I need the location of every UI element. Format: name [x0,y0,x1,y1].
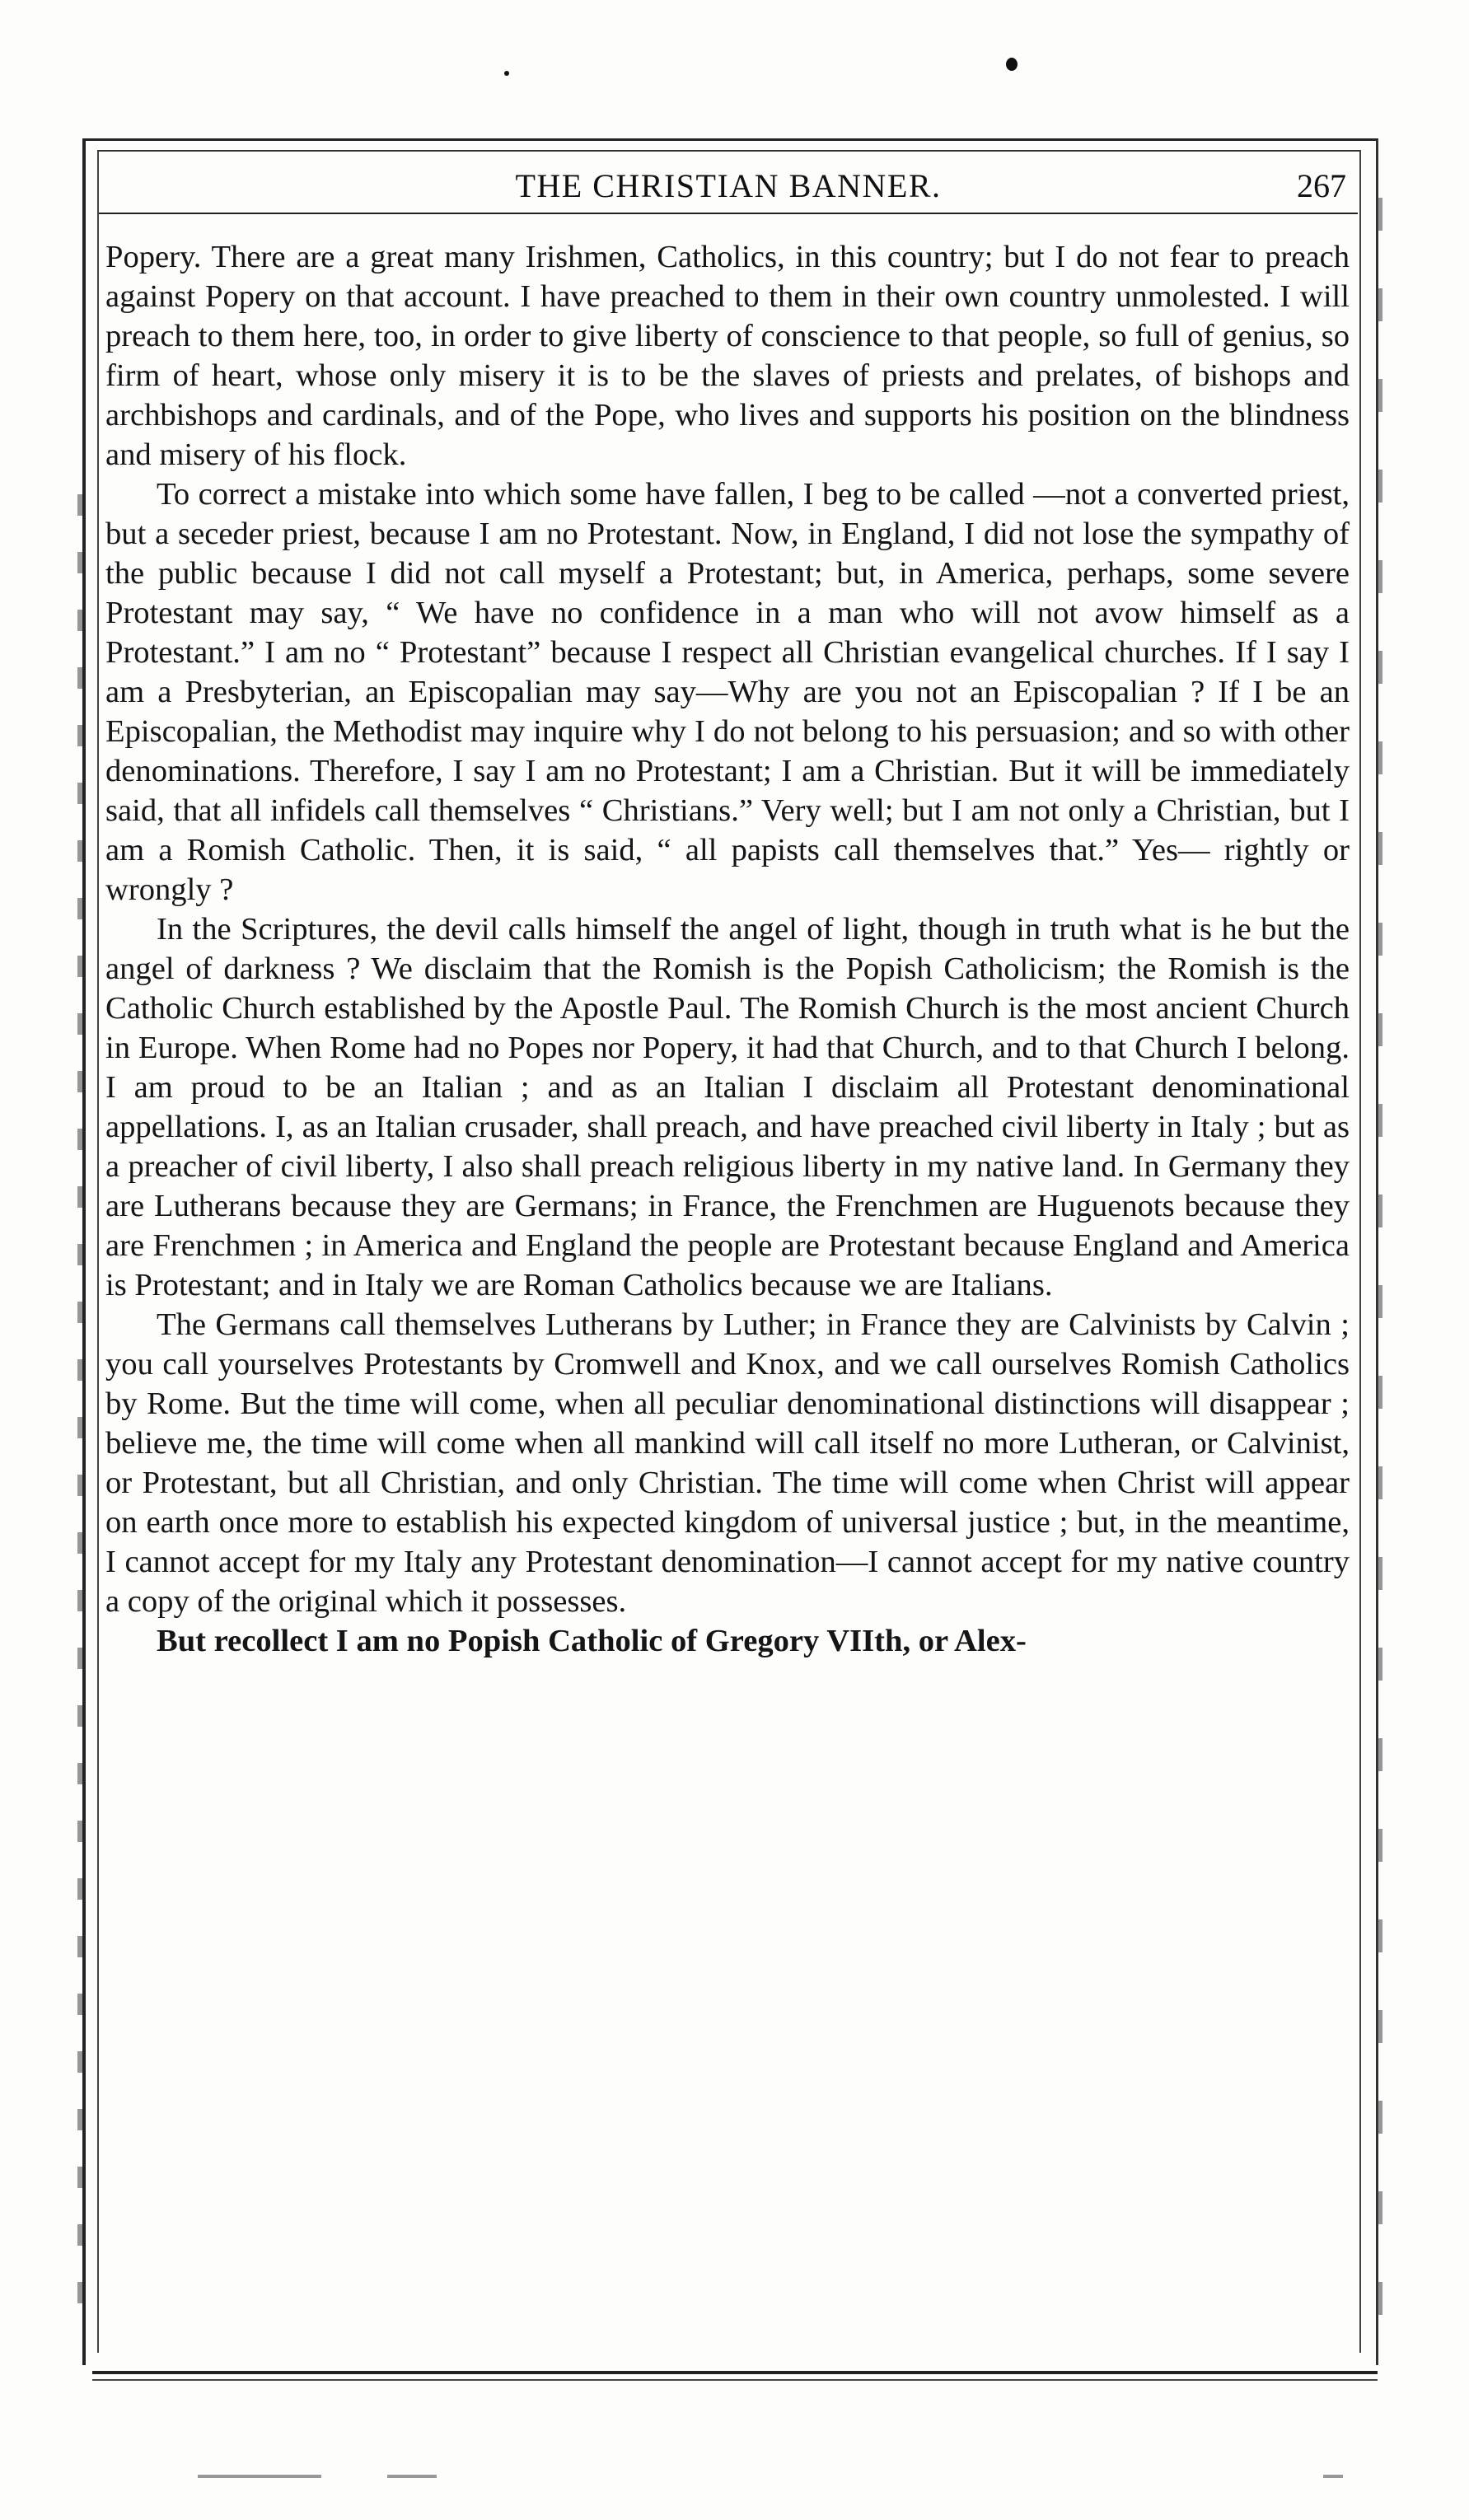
paragraph-1: Popery. There are a great many Irishmen, Catholics, in this country; but I do not fear to preach against Popery on that account. I have preached to them in their own country unmolested. I will preach to them here, too, in order to give liberty of conscience to that people, so full of genius, so firm of heart, whose only misery it is to be the slaves of priests and prelates, of bishops and archbishops and cardinals, and of the Pope, who lives and supports his position on the blindness and misery of his flock. [105,240,1350,472]
page-number: 267 [1297,167,1346,204]
running-header [99,161,1358,214]
ink-speck [504,71,509,76]
bottom-rule [92,2371,1378,2374]
article-body [105,237,1350,1661]
scan-smudge [198,2475,321,2478]
paragraph-5: But recollect I am no Popish Catholic of Gregory VIIth, or Alex- [157,1624,1027,1658]
left-margin-marks [77,494,82,2307]
paragraph-3: In the Scriptures, the devil calls himself the angel of light, though in truth what is he but the angel of darkness ? We disclaim that the Romish is the Popish Catholicism; the Romish is the Catholic Church established by the Apostle Paul. The Romish Church is the most ancient Church in Europe. When Rome had no Popes nor Popery, it had that Church, and to that Church I belong. I am proud to be an Italian ; and as an Italian I disclaim all Protestant denominational appellations. I, as an Italian crusader, shall preach, and have preached civil liberty in Italy ; but as a preacher of civil liberty, I also shall preach religious liberty in my native land. In Germany they are Lutherans because they are Germans; in France, the Frenchmen are Huguenots because they are Frenchmen ; in America and England the people are Protestant because England and America is Protestant; and in Italy we are Roman Catholics because we are Italians. [105,912,1350,1302]
running-title: THE CHRISTIAN BANNER. [515,167,942,204]
bottom-rule-thin [92,2379,1378,2381]
right-margin-marks [1378,198,1382,2340]
scan-smudge [387,2475,437,2478]
paragraph-2: To correct a mistake into which some have fallen, I beg to be called —not a converted priest, but a seceder priest, because I am no Protestant. Now, in England, I did not lose the sympathy of the public because I did not call myself a Protestant; but, in America, perhaps, some severe Protestant may say, “ We have no confidence in a man who will not avow himself as a Protestant.” I am no “ Protestant” because I respect all Christian evangelical churches. If I say I am a Presbyterian, an Episcopalian may say—Why are you not an Episcopalian ? If I be an Episcopalian, the Methodist may inquire why I do not belong to his persuasion; and so with other denominations. Therefore, I say I am no Protestant; I am a Christian. But it will be immediately said, that all infidels call themselves “ Christians.” Very well; but I am not only a Christian, but I am a Romish Catholic. Then, it is said, “ all papists call themselves that.” Yes— rightly or wrongly ? [105,477,1350,907]
ink-speck [1006,58,1018,71]
paragraph-4: The Germans call themselves Lutherans by Luther; in France they are Calvinists by Calvin ; you call yourselves Protestants by Cromwell and Knox, and we call ourselves Romish Catholics by Rome. But the time will come, when all peculiar denominational distinctions will disappear ; believe me, the time will come when all mankind will call itself no more Lutheran, or Calvinist, or Protestant, but all Christian, and only Christian. The time will come when Christ will appear on earth once more to establish his expected kingdom of universal justice ; but, in the meantime, I cannot accept for my Italy any Protestant denomination—I cannot accept for my native country a copy of the original which it possesses. [105,1307,1350,1619]
scan-smudge [1323,2475,1343,2478]
